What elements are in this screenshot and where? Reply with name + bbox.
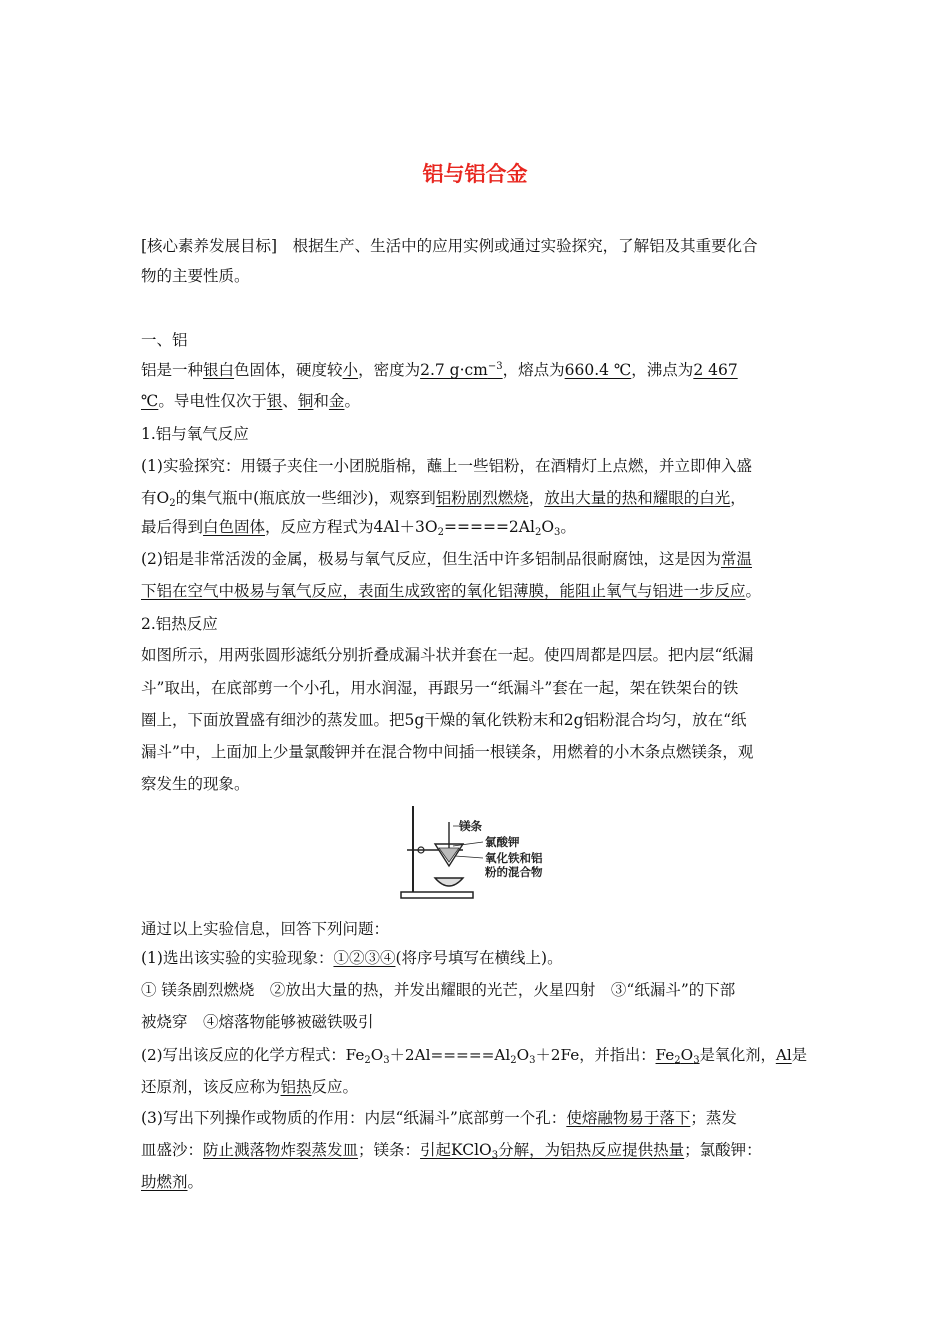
core-goal-line-2: 物的主要性质。 (141, 267, 250, 285)
stand-base (401, 892, 473, 898)
figure-label-mixture-1: 氧化铁和铝 (485, 851, 543, 865)
aluminum-properties-line-2: ℃。导电性仅次于银、铜和金。 (141, 392, 360, 410)
question-3-line-3: 助燃剂。 (141, 1173, 204, 1191)
thermite-line-2: 斗”取出，在底部剪一个小孔，用水润湿，再跟另一“纸漏斗”套在一起，架在铁架台的铁 (141, 679, 739, 697)
thermite-line-1: 如图所示，用两张圆形滤纸分别折叠成漏斗状并套在一起。使四周都是四层。把内层“纸漏 (141, 646, 754, 664)
figure-label-magnesium: 镁条 (459, 819, 482, 833)
question-1-options-line-2: 被烧穿 ④熔落物能够被磁铁吸引 (141, 1013, 374, 1031)
evaporating-dish (435, 878, 463, 886)
question-3: (3)写出下列操作或物质的作用：内层“纸漏斗”底部剪一个孔：使熔融物易于落下；蒸发 (141, 1109, 737, 1127)
subheading-aluminum-oxygen: 1.铝与氧气反应 (141, 425, 249, 443)
experiment-line-1: (1)实验探究：用镊子夹住一小团脱脂棉，蘸上一些铝粉，在酒精灯上点燃，并立即伸入盛 (141, 457, 752, 475)
core-goal-line-1: [核心素养发展目标] 根据生产、生活中的应用实例或通过实验探究，了解铝及其重要化合 (141, 237, 758, 255)
leader-line-3 (455, 856, 483, 858)
thermite-line-4: 漏斗”中，上面加上少量氯酸钾并在混合物中间插一根镁条，用燃着的小木条点燃镁条，观 (141, 743, 754, 761)
experiment-line-3: 最后得到白色固体，反应方程式为$4Al+3O_2=====2Al_2O_3$。 (141, 518, 576, 538)
thermite-line-3: 圈上，下面放置盛有细沙的蒸发皿。把5g干燥的氧化铁粉末和2g铝粉混合均匀，放在“纸 (141, 711, 747, 729)
thermite-apparatus-figure (399, 802, 559, 902)
question-2: (2)写出该反应的化学方程式：$Fe_2O_3+2Al=====Al_2O_3+2Fe$，并指出：$Fe_2O_3$是氧化剂，Al是 (141, 1046, 807, 1066)
section-heading-aluminum: 一、铝 (141, 331, 188, 349)
thermite-line-5: 察发生的现象。 (141, 775, 250, 793)
corrosion-line-2: 下铝在空气中极易与氧气反应，表面生成致密的氧化铝薄膜，能阻止氧气与铝进一步反应。 (141, 582, 762, 600)
figure-label-kclo3: 氯酸钾 (485, 835, 520, 849)
question-3-line-2: 皿盛沙：防止溅落物炸裂蒸发皿；镁条：引起KClO$_3$分解，为铝热反应提供热量；氯酸钾： (141, 1141, 762, 1161)
question-1: (1)选出该实验的实验现象：①②③④(将序号填写在横线上)。 (141, 949, 563, 967)
aluminum-properties-line-1: 铝是一种银白色固体，硬度较小，密度为2.7 $g\cdot cm^{-3}$，熔点为660.4 ℃，沸点为2 467 (141, 361, 738, 379)
question-2-line-2: 还原剂，该反应称为铝热反应。 (141, 1078, 359, 1096)
page-title: 铝与铝合金 (422, 162, 528, 186)
corrosion-line-1: (2)铝是非常活泼的金属，极易与氧气反应，但生活中许多铝制品很耐腐蚀，这是因为常温 (141, 550, 752, 568)
questions-intro: 通过以上实验信息，回答下列问题： (141, 920, 390, 938)
experiment-line-2: 有$O_2$的集气瓶中(瓶底放一些细沙)，观察到铝粉剧烈燃烧，放出大量的热和耀眼的白光， (141, 489, 746, 509)
question-1-options-line-1: ① 镁条剧烈燃烧 ②放出大量的热，并发出耀眼的光芒，火星四射 ③“纸漏斗”的下部 (141, 981, 736, 999)
figure-label-mixture-2: 粉的混合物 (485, 865, 543, 879)
subheading-thermite: 2.铝热反应 (141, 615, 218, 633)
